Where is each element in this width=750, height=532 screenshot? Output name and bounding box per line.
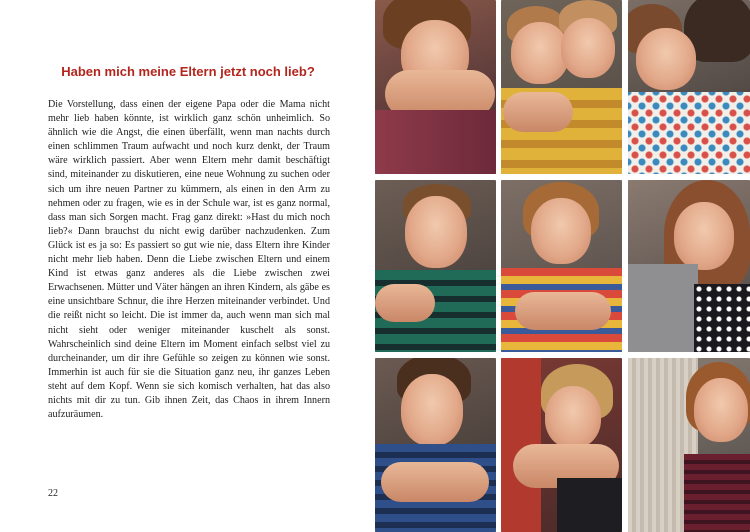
photo-hug-8 xyxy=(501,358,622,532)
photo-hug-3 xyxy=(628,0,750,174)
body-paragraph: Die Vorstellung, dass einen der eigene Papa oder die Mama nicht mehr lieb haben könnte, ist wirklich ganz schön unheimlich. So ähnlich wie die Angst, die einen überfällt, wenn man nachts durch einen schlimmen Traum aufwacht und noch kurz denkt, der Traum wäre wirklich passiert. Aber wenn Eltern mehr damit beschäftigt sind, miteinander zu diskutieren, eine neue Wohnung zu suchen oder sich um ihre neuen Partner zu kümmern, als einen in den Arm zu nehmen oder zu fragen, wie es in der Schule war, ist es ganz normal, dass man sich Sorgen macht. Frag ganz direkt: »Hast du mich noch lieb?« Dann brauchst du nicht ewig darüber nachzudenken. Zum Glück ist es ja so: Es passiert so gut wie nie, dass Eltern ihre Kinder nicht mehr lieb haben. Denn die Liebe zwischen Eltern und einem Kind ist etwas ganz anderes als die Liebe zwischen zwei Erwachsenen. Mütter und Väter hängen an ihren Kindern, als gäbe es eine unsichtbare Schnur, die ihre Herzen miteinander verbindet. Und die reißt nicht so leicht. Die ist immer da, auch wenn man sich mal nicht sieht oder weniger miteinander kuschelt als sonst. Wahrscheinlich sind deine Eltern im Moment einfach selbst viel zu durcheinander, um dir ihre Gefühle so zeigen zu können wie sonst. Immerhin ist auch für sie die Situation ganz neu, ihr ganzes Leben steht auf dem Kopf. Wenn sie sich komisch verhalten, hat das also nichts mit dir zu tun. Gib ihnen Zeit, das Chaos in ihrem Innern aufzuräumen. xyxy=(48,99,330,421)
page-heading: Haben mich meine Eltern jetzt noch lieb? xyxy=(61,64,315,79)
photo-hug-6 xyxy=(628,180,750,352)
page-number: 22 xyxy=(48,488,58,499)
photo-hug-5 xyxy=(501,180,622,352)
photo-hug-4 xyxy=(375,180,496,352)
photo-hug-7 xyxy=(375,358,496,532)
photo-hug-9 xyxy=(628,358,750,532)
photo-grid xyxy=(375,0,750,532)
photo-hug-1 xyxy=(375,0,496,174)
photo-hug-2 xyxy=(501,0,622,174)
